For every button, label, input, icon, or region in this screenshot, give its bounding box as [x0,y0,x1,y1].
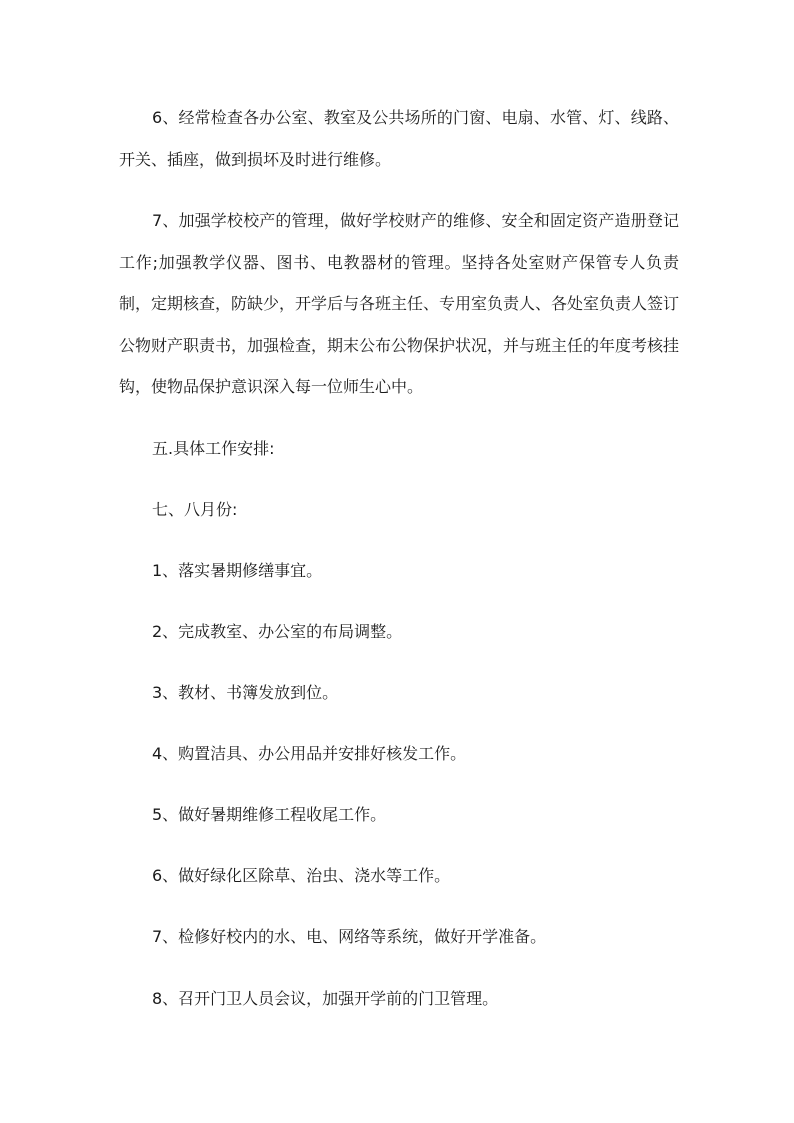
subheading-july-august: 七、八月份: [152,500,238,519]
list-item-1: 1、落实暑期修缮事宜。 [152,561,323,580]
list-item-7: 7、检修好校内的水、电、网络等系统，做好开学准备。 [152,927,547,946]
list-item-5: 5、做好暑期维修工程收尾工作。 [152,805,387,824]
list-item-3: 3、教材、书簿发放到位。 [152,683,339,702]
paragraph-asset-management: 7、加强学校校产的管理，做好学校财产的维修、安全和固定资产造册登记工作;加强教学仪器、图书、电教器材的管理。坚持各处室财产保管专人负责制，定期核查，防缺少，开学后与各班主任、专用室负责人、各处室负责人签订公物财产职责书，加强检查，期末公布公物保护状况，并与班主任的年度考核挂钩，使物品保护意识深入每一位师生心中。 [119,211,680,396]
list-item-8: 8、召开门卫人员会议，加强开学前的门卫管理。 [152,989,499,1008]
paragraph-maintenance-inspection: 6、经常检查各办公室、教室及公共场所的门窗、电扇、水管、灯、线路、开关、插座，做到损坏及时进行维修。 [119,108,679,169]
section-heading-work-schedule: 五.具体工作安排: [152,439,275,458]
list-item-2: 2、完成教室、办公室的布局调整。 [152,622,403,641]
list-item-6: 6、做好绿化区除草、治虫、浇水等工作。 [152,866,451,885]
list-item-4: 4、购置洁具、办公用品并安排好核发工作。 [152,744,467,763]
